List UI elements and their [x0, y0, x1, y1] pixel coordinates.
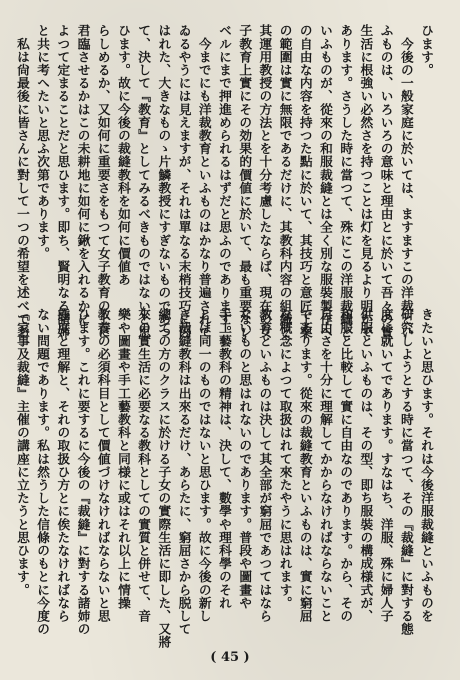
top-text-block: ひます。 今後の一般家庭に於いては、ますますこの洋裁とい ふものは、いろいろの意味と理由とに於いて吾々の實 生活に根強い必然さを持つことは灯を見るより明かで あります。さうした時に當つて、殊にこの洋服裁縫と いふものが、從來の和服裁縫とは全く別な服裝製作へ の自由な内容を持つた點に於いて、其技巧と意匠工案 の範圍は實に無限であるだけに、其教科内容の組織と 其運用教授の方法とを十分考慮したならば、現在の女 子教育上實にその効果的價値に於いて、最も重要なレ ベルにまで押進められるはずだと思ふのであります。 今までにも洋裁教育といふものはかなり普遍されて ゐるやうには見えますが、それは單なる末梢技巧に囚 はれた、大きなものゝ片鱗教授にすぎないものであつ て、決して『教育』としてみるべきものではないと思 ひます。故に今後の裁縫教科を如何に價値あ らしめるか、又如何に重要さをもつて女子教育の上に 君臨させるかはこの未耕地に如何に鍬を入れるかに よつて定まることだと思ひます。即ち、賢明なる諸姉 と共に考へたいと思ふ次第であります。 私は尙最後に皆さんに對して一つの希望を述べてお	[14, 24, 434, 339]
bottom-text-block: きたいと思ひます。それは今後洋服裁縫といふものを 研究しようとする時に當つて、その『裁縫』に對する態 度に就いてであります。すなはち、洋服、殊に婦人子 供服といふものは、その型、即ち服裝の構成様式が、 和服と比較して實に自由なのであります。から、その 自由さを十分に理解してかからなければならないこと であります。從來の裁縫教育といふものは、實に窮屈 な概念によつて取扱はれて來たやうに思はれます。 教育といふものは決して其全部が窮屈であつてはなら ないものと思はれないのであります。普段や圖畫や 手工藝教科の精神は、決して、數學や理科學のそれ とは同一のものではないと思ひます。故に今後の新し き裁縫教科は出來るだけ、あらたに、窮屈さから脱して 總ての方のクラスに於ける子女の實際生活に即した、又將 來の實生活に必要なる教科としての實質と併せて、音 樂や圖畫や手工藝教科と同様に或はそれ以上に情操 教養の必須科目として價値づけなければならないと思 ひます。これに要するに今後の『裁縫』に對する諸姉の 態度と理解と、それの取扱ひ方とに俟たなければなら ない問題であります。私は然うした信條のもとに今度の 『家事及裁縫』主催の講座に立たうと思ひます。	[14, 308, 434, 649]
page-number: ( 45 )	[210, 650, 250, 665]
